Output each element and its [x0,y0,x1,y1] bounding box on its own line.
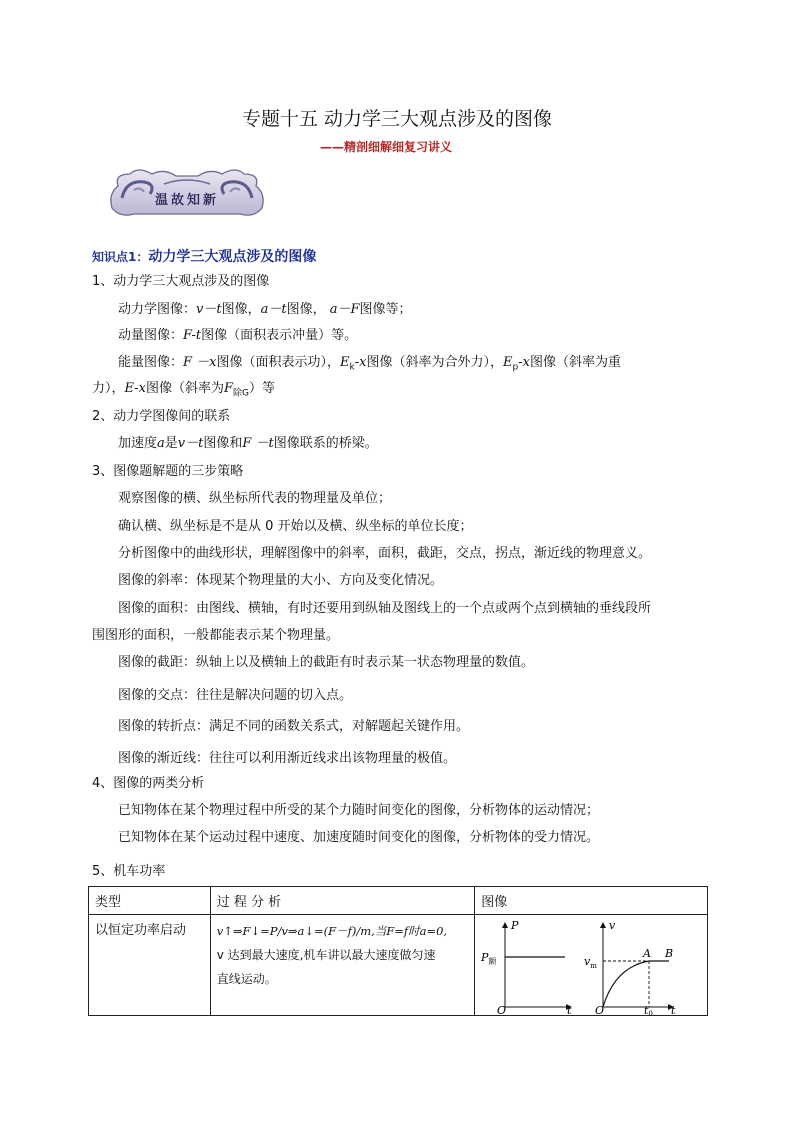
vt-v-label: v [609,919,616,932]
momentum-graphs-line: 动量图像：F-t图像（面积表示冲量）等。 [118,328,358,343]
table-header-cell: 图像 [475,887,708,915]
section-4-heading: 4、图像的两类分析 [92,776,205,791]
section-3-heading: 3、图像题解题的三步策略 [92,464,244,479]
table-row [89,915,708,1016]
strategy-line: 图像的斜率：体现某个物理量的大小、方向及变化情况。 [118,573,444,588]
process-line-1: v↑⇒F↓=P/v⇒a↓=(F－f)/m,当F=f时a=0, [216,924,448,938]
type-cell: 以恒定功率启动 [89,915,211,1016]
table-header-cell: 过 程 分 析 [210,887,475,915]
kp-title: 动力学三大观点涉及的图像 [148,249,317,265]
table-header-cell: 类型 [89,887,211,915]
process-line-2: v 达到最大速度,机车讲以最大速度做匀速 [216,948,436,962]
page-subtitle: ——精剖细解细复习讲义 [320,140,453,154]
vt-b-label: B [665,947,674,960]
power-graphs [475,915,701,1015]
strategy-line: 图像的渐近线：往往可以利用渐近线求出该物理量的极值。 [118,751,457,766]
pt-origin-label: O [497,1004,507,1015]
strategy-line: 观察图像的横、纵坐标所代表的物理量及单位； [118,491,392,506]
graph-cell [475,915,708,1016]
analysis-line: 已知物体在某个物理过程中所受的某个力随时间变化的图像，分析物体的运动情况； [118,803,600,818]
pt-p-label: P [511,919,519,932]
locomotive-power-table [88,886,708,1016]
vt-a-label: A [643,947,652,960]
vt-t-label: t [671,1004,676,1015]
strategy-line: 确认横、纵坐标是不是从 0 开始以及横、纵坐标的单位长度； [118,519,473,534]
review-banner [104,164,270,220]
strategy-line: 分析图像中的曲线形状，理解图像中的斜率，面积，截距，交点，拐点，渐近线的物理意义。 [118,546,652,561]
pt-t-label: t [567,1004,572,1015]
process-cell [210,915,475,1016]
table-header-row [89,887,708,915]
energy-graphs-line-cont: 力），E-x图像（斜率为$F_{除G}$）等 [92,381,276,399]
strategy-line: 图像的面积：由图线、横轴，有时还要用到纵轴及图线上的一个点或两个点到横轴的垂线段所 [118,601,652,616]
banner-text: 温故知新 [154,193,220,208]
kp-label: 知识点1： [92,250,149,264]
strategy-line: 图像的交点：往往是解决问题的切入点。 [118,688,353,703]
strategy-line: 围图形的面积，一般都能表示某个物理量。 [92,628,340,643]
graph-link-line: 加速度a是v－t图像和F －t图像联系的桥梁。 [118,436,378,451]
energy-graphs-line: 能量图像：F －x图像（面积表示功），$E_k-x$图像（斜率为合外力），$E_p-x$图像（斜率为重 [118,355,621,373]
vt-vm-label: $v_m$ [584,955,598,970]
process-line-3: 直线运动。 [216,972,277,986]
strategy-line: 图像的转折点：满足不同的函数关系式，对解题起关键作用。 [118,719,470,734]
section-1-heading: 1、动力学三大观点涉及的图像 [92,274,270,289]
vt-t0-label: t0 [644,1004,654,1015]
vt-curve [603,961,649,1007]
strategy-line: 图像的截距：纵轴上以及横轴上的截距有时表示某一状态物理量的数值。 [118,655,535,670]
analysis-line: 已知物体在某个运动过程中速度、加速度随时间变化的图像，分析物体的受力情况。 [118,830,600,845]
section-2-heading: 2、动力学图像间的联系 [92,409,231,424]
knowledge-point-heading [92,246,316,266]
page-title: 专题十五 动力学三大观点涉及的图像 [241,108,553,130]
vt-origin-label: O [595,1004,605,1015]
dynamics-graphs-line: 动力学图像：v－t图像，a－t图像， a－F图像等； [118,302,412,317]
pt-prated-label: $P_额$ [481,951,497,966]
section-5-heading: 5、机车功率 [92,864,166,879]
